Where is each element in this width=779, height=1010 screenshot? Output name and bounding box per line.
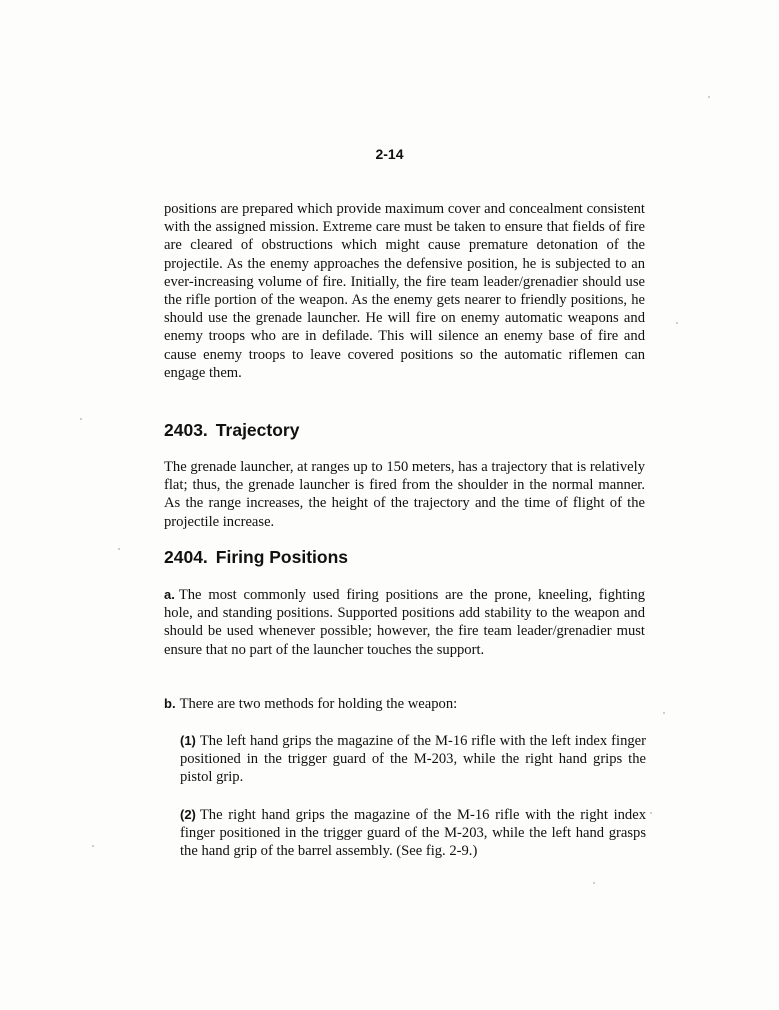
paragraph-b-label: b.: [164, 696, 176, 711]
scan-speck: [92, 845, 94, 847]
paragraph-b: [164, 695, 645, 713]
method-1-label: (1): [180, 733, 196, 748]
paragraph-a: [164, 586, 645, 659]
method-2-text: The right hand grips the magazine of the M-16 rifle with the right index finger positioned in the trigger guard of the M-203, while the left hand grasps the hand grip of the barrel assembly. (See fig. 2-9.): [180, 807, 646, 860]
method-2-label: (2): [180, 807, 196, 822]
section-2403-heading: [164, 420, 299, 441]
scan-speck: [708, 96, 710, 98]
intro-paragraph: positions are prepared which provide maximum cover and concealment consistent with the assigned mission. Extreme care must be taken to ensure that fields of fire are cleared of obstructions which might cause premature detonation of the projectile. As the enemy approaches the defensive position, he is subjected to an ever-increasing volume of fire. Initially, the fire team leader/grenadier should use the rifle portion of the weapon. As the enemy gets nearer to friendly positions, he should use the grenade launcher. He will fire on enemy automatic weapons and enemy troops who are in defilade. This will silence an enemy base of fire and cause enemy troops to leave covered positions so the automatic riflemen can engage them.: [164, 201, 645, 381]
paragraph-a-label: a.: [164, 587, 175, 602]
section-2403-title: Trajectory: [215, 420, 300, 440]
section-2404-heading: [164, 547, 348, 568]
scan-speck: [80, 418, 82, 420]
paragraph-b-text: There are two methods for holding the weapon:: [179, 696, 458, 712]
method-1: [180, 732, 646, 787]
scan-speck: [118, 548, 120, 550]
section-2403-paragraph: The grenade launcher, at ranges up to 150 meters, has a trajectory that is relatively flat; thus, the grenade launcher is fired from the shoulder in the normal manner. As the range increases, the height of the trajectory and the time of flight of the projectile increase.: [164, 459, 645, 530]
paragraph-a-text: The most commonly used firing positions are the prone, kneeling, fighting hole, and standing positions. Supported positions add stability to the weapon and should be used whenever possible; however, the fire team leader/grenadier must ensure that no part of the launcher touches the support.: [164, 587, 645, 658]
scan-speck: [650, 812, 652, 814]
scan-speck: [663, 712, 665, 714]
method-2: [180, 806, 646, 861]
scan-speck: [676, 322, 678, 324]
section-2404-number: 2404.: [164, 547, 208, 567]
scan-speck: [593, 882, 595, 884]
page-number: 2-14: [375, 146, 404, 162]
section-2404-title: Firing Positions: [215, 547, 349, 567]
method-1-text: The left hand grips the magazine of the M-16 rifle with the left index finger positioned in the trigger guard of the M-203, while the right hand grips the pistol grip.: [180, 733, 646, 786]
section-2403-number: 2403.: [164, 420, 208, 440]
